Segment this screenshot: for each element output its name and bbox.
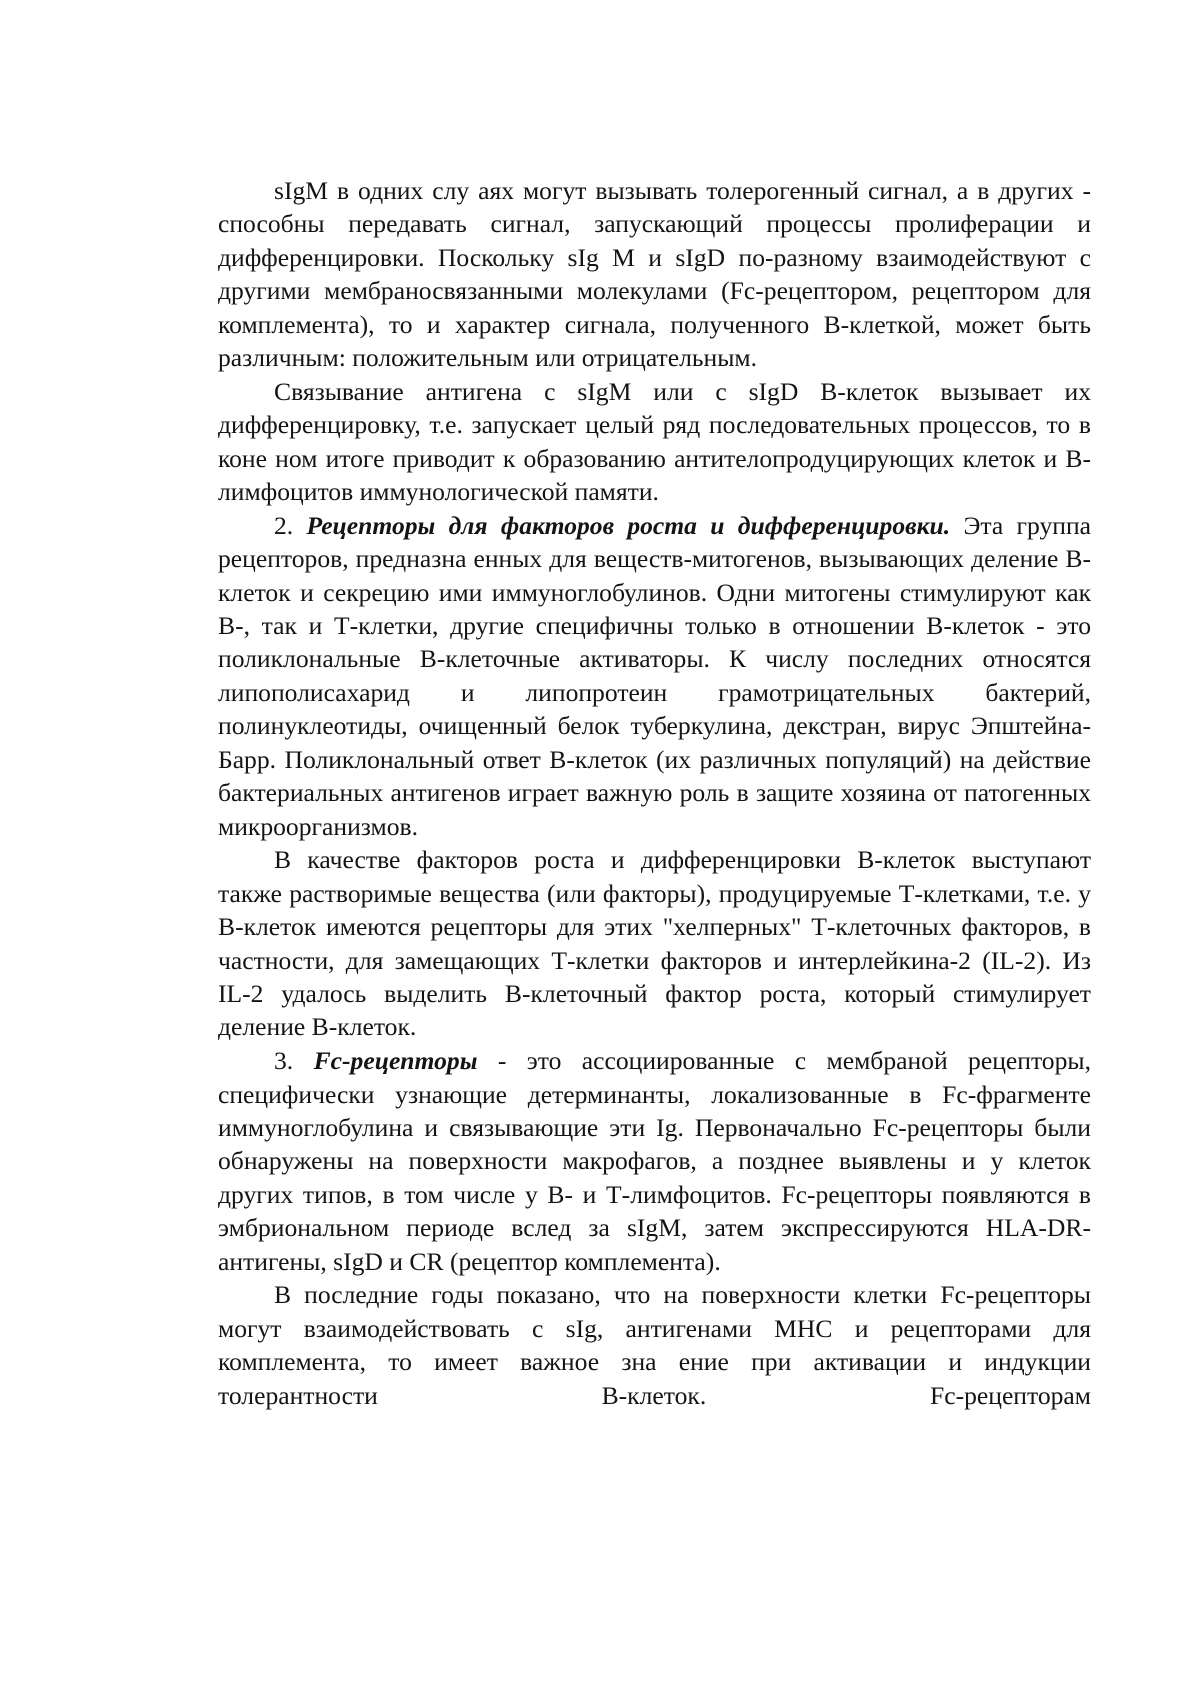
- paragraph-5-heading: Fc-рецепторы: [313, 1046, 478, 1076]
- paragraph-6: [218, 1278, 1091, 1412]
- paragraph-3-text: Эта группа рецепторов, предназна енных для веществ-митогенов, вызывающих деление В-клеток и секрецию ими иммуноглобулинов. Одни митогены стимулируют как В-, так и Т-клетки, другие специфичны только в отношении В-клеток - это поликлональные В-клеточные активаторы. К числу последних относятся липополисахарид и липопротеин грамотрицательных бактерий, полинуклеотиды, очищенный белок туберкулина, декстран, вирус Эпштейна-Барр. Поликлональный ответ В-клеток (их различных популяций) на действие бактериальных антигенов играет важную роль в защите хозяина от патогенных микроорганизмов.: [218, 510, 1091, 841]
- paragraph-5: [218, 1044, 1091, 1278]
- paragraph-2-text: Связывание антигена с sIgM или с sIgD В-клеток вызывает их дифференцировку, т.е. запускает целый ряд последовательных процессов, то в коне ном итоге приводит к образованию антителопродуцирующих клеток и В-лимфоцитов иммунологической памяти.: [218, 376, 1091, 507]
- paragraph-5-text: - это ассоциированные с мембраной рецепторы, специфически узнающие детерминанты, локализованные в Fc-фрагменте иммуноглобулина и связывающие эти Ig. Первоначально Fc-рецепторы были обнаружены на поверхности макрофагов, а позднее выявлены и у клеток других типов, в том числе у В- и Т-лимфоцитов. Fc-рецепторы появляются в эмбриональном периоде вслед за sIgM, затем экспрессируются HLA-DR-антигены, sIgD и CR (рецептор комплемента).: [218, 1046, 1091, 1276]
- paragraph-6-text: В последние годы показано, что на поверхности клетки Fc-рецепторы могут взаимодействовать с sIg, антигенами МНС и рецепторами для комплемента, то имеет важное зна ение при активации и индукции толерантности В-клеток. Fc-рецепторам: [218, 1280, 1091, 1410]
- paragraph-5-number: 3.: [274, 1046, 314, 1076]
- document-body: [218, 174, 1091, 1412]
- paragraph-1: [218, 174, 1091, 374]
- paragraph-4-text: В качестве факторов роста и дифференцировки В-клеток выступают также растворимые вещества (или факторы), продуцируемые Т-клетками, т.е. у В-клеток имеются рецепторы для этих "хелперных" Т-клеточных факторов, в частности, для замещающих Т-клетки факторов и интерлейкина-2 (IL-2). Из IL-2 удалось выделить В-клеточный фактор роста, который стимулирует деление В-клеток.: [218, 845, 1091, 1042]
- paragraph-3-heading: Рецепторы для факторов роста и дифференцировки.: [306, 510, 951, 540]
- paragraph-3-number: 2.: [274, 510, 307, 540]
- paragraph-4: [218, 843, 1091, 1043]
- paragraph-1-text: sIgM в одних слу аях могут вызывать толерогенный сигнал, а в других - способны передавать сигнал, запускающий процессы пролиферации и дифференцировки. Поскольку sIg M и sIgD по-разному взаимодействуют с другими мембраносвязанными молекулами (Fc-рецептором, рецептором для комплемента), то и характер сигнала, полученного В-клеткой, может быть различным: положительным или отрицательным.: [218, 176, 1091, 373]
- paragraph-3: [218, 509, 1091, 843]
- paragraph-2: [218, 375, 1091, 509]
